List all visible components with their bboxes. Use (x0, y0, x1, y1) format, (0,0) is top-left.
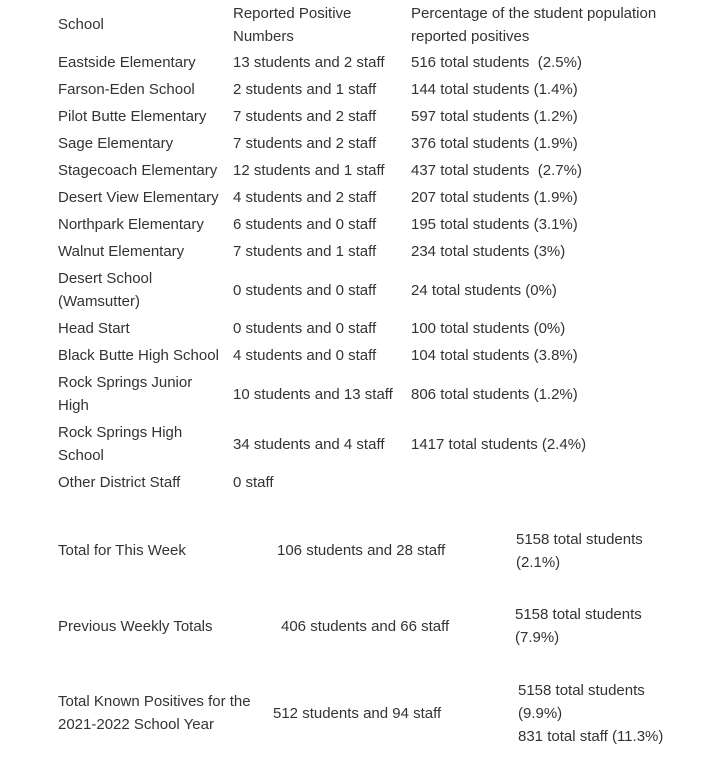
totals-reported: 512 students and 94 staff (273, 705, 442, 722)
reported-positives: 13 students and 2 staff (233, 54, 385, 71)
table-row (58, 184, 701, 211)
school-name (58, 419, 233, 469)
table-row (58, 342, 701, 369)
header-pct-line2: reported positives (411, 27, 530, 45)
school-name-line2: High (58, 397, 89, 414)
table-row (58, 238, 701, 265)
percentage: 597 total students (1.2%) (411, 108, 578, 125)
reported-positives: 12 students and 1 staff (233, 162, 385, 179)
table-row (58, 315, 701, 342)
reported-positives: 0 staff (233, 474, 274, 491)
table-row (58, 211, 701, 238)
percentage: 516 total students (2.5%) (411, 54, 582, 71)
header-reported-line2: Numbers (233, 27, 294, 45)
percentage: 144 total students (1.4%) (411, 81, 578, 98)
totals-label-line2: 2021-2022 School Year (58, 716, 214, 733)
header-school (58, 0, 233, 49)
school-name (58, 265, 233, 315)
table-row (58, 130, 701, 157)
totals-reported: 106 students and 28 staff (277, 542, 446, 559)
reported-positives: 7 students and 2 staff (233, 135, 377, 152)
school-name: Walnut Elementary (58, 243, 185, 260)
totals-pct-line2: (9.9%) (518, 705, 563, 722)
totals-reported: 406 students and 66 staff (281, 618, 450, 635)
school-name: Stagecoach Elementary (58, 162, 218, 179)
totals-label-line1: Total Known Positives for the (58, 693, 251, 710)
table-row (58, 265, 701, 315)
school-name-line1: Rock Springs High (58, 424, 183, 441)
totals-label (58, 690, 251, 736)
percentage: 207 total students (1.9%) (411, 189, 578, 206)
school-name: Farson-Eden School (58, 81, 195, 98)
table-row (58, 103, 701, 130)
percentage: 104 total students (3.8%) (411, 347, 578, 364)
percentage: 1417 total students (2.4%) (411, 435, 587, 453)
totals-percentage (516, 528, 643, 574)
totals-label: Total for This Week (58, 542, 186, 559)
header-reported (233, 0, 411, 49)
percentage: 195 total students (3.1%) (411, 216, 578, 233)
header-reported-line1: Reported Positive (233, 4, 352, 22)
table-row (58, 76, 701, 103)
totals-pct-line2: (7.9%) (515, 629, 560, 646)
school-name: Desert View Elementary (58, 189, 219, 206)
percentage: 806 total students (1.2%) (411, 385, 578, 403)
totals-label: Previous Weekly Totals (58, 618, 213, 635)
school-name: Black Butte High School (58, 347, 219, 364)
percentage (411, 469, 701, 496)
reported-positives: 2 students and 1 staff (233, 81, 377, 98)
school-positives-table (58, 0, 701, 496)
header-pct-line1: Percentage of the student population (411, 4, 657, 22)
percentage: 234 total students (3%) (411, 243, 566, 260)
totals-percentage (518, 679, 663, 748)
reported-positives: 34 students and 4 staff (233, 435, 385, 453)
reported-positives: 7 students and 2 staff (233, 108, 377, 125)
totals-percentage (515, 603, 642, 649)
table-row (58, 369, 701, 419)
school-name-line1: Rock Springs Junior (58, 374, 193, 391)
table-row (58, 49, 701, 76)
header-percentage (411, 0, 701, 49)
percentage: 437 total students (2.7%) (411, 162, 582, 179)
school-name: Head Start (58, 320, 130, 337)
school-name-line2: School (58, 447, 104, 464)
table-row (58, 419, 701, 469)
school-name: Other District Staff (58, 474, 181, 491)
reported-positives: 0 students and 0 staff (233, 281, 377, 299)
school-name-line1: Desert School (58, 270, 153, 287)
totals-pct-line1: 5158 total students (518, 682, 645, 699)
school-name: Pilot Butte Elementary (58, 108, 207, 125)
reported-positives: 7 students and 1 staff (233, 243, 377, 260)
table-header-row (58, 0, 701, 49)
totals-pct-line1: 5158 total students (515, 606, 642, 623)
reported-positives: 10 students and 13 staff (233, 385, 393, 403)
header-school-label: School (58, 16, 104, 33)
school-name: Eastside Elementary (58, 54, 196, 71)
school-name: Sage Elementary (58, 135, 174, 152)
percentage: 100 total students (0%) (411, 320, 566, 337)
totals-pct-line2: (2.1%) (516, 554, 561, 571)
reported-positives: 6 students and 0 staff (233, 216, 377, 233)
totals-pct-line3: 831 total staff (11.3%) (518, 728, 664, 745)
reported-positives: 0 students and 0 staff (233, 320, 377, 337)
school-name-line2: (Wamsutter) (58, 293, 140, 310)
percentage: 24 total students (0%) (411, 281, 557, 299)
school-name: Northpark Elementary (58, 216, 204, 233)
totals-pct-line1: 5158 total students (516, 531, 643, 548)
table-row (58, 157, 701, 184)
table-row (58, 469, 701, 496)
school-name (58, 369, 233, 419)
reported-positives: 4 students and 0 staff (233, 347, 377, 364)
reported-positives: 4 students and 2 staff (233, 189, 377, 206)
percentage: 376 total students (1.9%) (411, 135, 578, 152)
